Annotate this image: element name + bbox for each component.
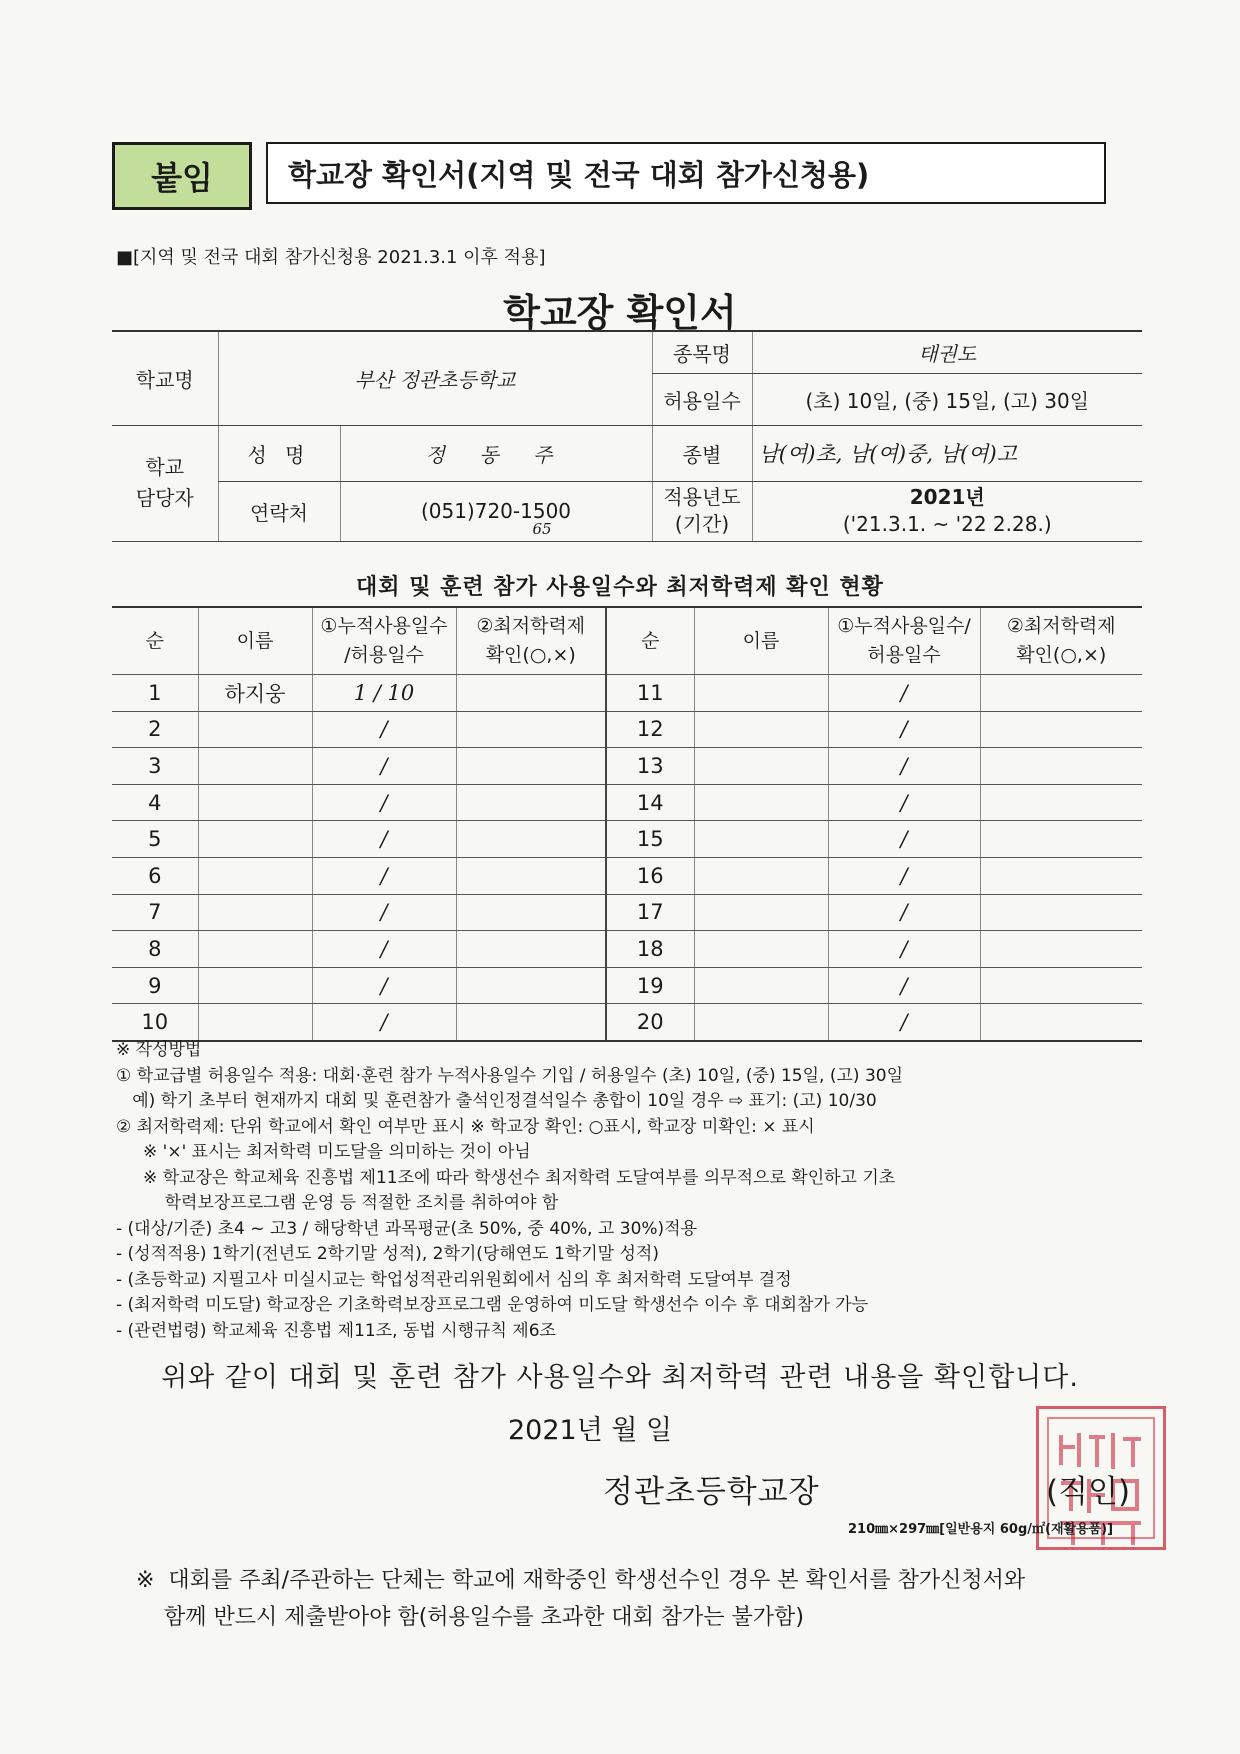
method-line: ※ 학교장은 학교체육 진흥법 제11조에 따라 학생선수 최저학력 도달여부를 의무적으로 확인하고 기초 bbox=[116, 1167, 896, 1188]
method-line: - (성적적용) 1학기(전년도 2학기말 성적), 2학기(당해연도 1학기말 성적) bbox=[116, 1244, 659, 1264]
used-days: / bbox=[312, 711, 456, 748]
method-line: ① 학교급별 허용일수 적용: 대회·훈련 참가 누적사용일수 기입 / 허용일수 (초) 10일, (중) 15일, (고) 30일 bbox=[116, 1065, 904, 1086]
writing-method bbox=[116, 1038, 1140, 1344]
academic-check bbox=[456, 931, 606, 968]
academic-check-right bbox=[980, 675, 1142, 712]
used-days-right: / bbox=[828, 967, 980, 1004]
row-number-right: 17 bbox=[606, 894, 694, 931]
academic-check bbox=[456, 967, 606, 1004]
row-number-right: 14 bbox=[606, 784, 694, 821]
school-name-value: 부산 정관초등학교 bbox=[218, 331, 652, 425]
header-days-line1: ①누적사용일수 bbox=[320, 615, 448, 637]
used-days: / bbox=[312, 931, 456, 968]
table-row bbox=[112, 784, 1142, 821]
method-lines bbox=[116, 1064, 1140, 1345]
row-number-right: 16 bbox=[606, 857, 694, 894]
used-days-right: / bbox=[828, 821, 980, 858]
header-check-line1: ②최저학력제 bbox=[476, 615, 586, 637]
student-name-right bbox=[694, 675, 828, 712]
contact-value: (051)720-1500 bbox=[420, 499, 572, 523]
manager-name-value: 정 동 주 bbox=[340, 425, 652, 481]
year-value-line: 2021년 bbox=[909, 485, 985, 509]
row-number: 1 bbox=[112, 675, 198, 712]
table-row bbox=[112, 931, 1142, 968]
sport-label: 종목명 bbox=[652, 331, 752, 373]
used-days: / bbox=[312, 857, 456, 894]
footer-line-1: ※ 대회를 주최/주관하는 단체는 학교에 재학중인 학생선수인 경우 본 확인서를 참가신청서와 bbox=[136, 1568, 1026, 1593]
academic-check bbox=[456, 857, 606, 894]
student-name bbox=[198, 784, 312, 821]
row-number: 2 bbox=[112, 711, 198, 748]
academic-check-right bbox=[980, 931, 1142, 968]
roster-subtitle: 대회 및 훈련 참가 사용일수와 최저학력제 확인 현황 bbox=[356, 575, 884, 600]
table-row bbox=[112, 821, 1142, 858]
table-row bbox=[112, 711, 1142, 748]
footer-line-2: 함께 반드시 제출받아야 함(허용일수를 초과한 대회 참가는 불가함) bbox=[136, 1605, 804, 1630]
gender-label: 종별 bbox=[652, 425, 752, 481]
document-title: 학교장 확인서 bbox=[503, 291, 737, 335]
student-name-right bbox=[694, 857, 828, 894]
student-name-right bbox=[694, 967, 828, 1004]
used-days: / bbox=[312, 894, 456, 931]
header-name-right: 이름 bbox=[694, 607, 828, 675]
academic-check bbox=[456, 675, 606, 712]
header-no-right: 순 bbox=[606, 607, 694, 675]
academic-check bbox=[456, 1004, 606, 1041]
row-number: 10 bbox=[112, 1004, 198, 1041]
table-row bbox=[112, 1004, 1142, 1041]
row-number-right: 13 bbox=[606, 748, 694, 785]
used-days: / bbox=[312, 748, 456, 785]
period-value-line: ('21.3.1. ~ '22 2.28.) bbox=[842, 512, 1052, 536]
student-name-right bbox=[694, 1004, 828, 1041]
academic-check bbox=[456, 894, 606, 931]
method-line: - (대상/기준) 초4 ~ 고3 / 해당학년 과목평균(초 50%, 중 40%, 고 30%)적용 bbox=[116, 1218, 698, 1239]
academic-check-right bbox=[980, 821, 1142, 858]
row-number-right: 18 bbox=[606, 931, 694, 968]
header-days-line2: /허용일수 bbox=[344, 644, 424, 666]
row-number-right: 12 bbox=[606, 711, 694, 748]
method-line: ② 최저학력제: 단위 학교에서 확인 여부만 표시 ※ 학교장 확인: ○표시, 학교장 미확인: × 표시 bbox=[116, 1116, 815, 1137]
table-row bbox=[112, 967, 1142, 1004]
header-check-right-line1: ②최저학력제 bbox=[1006, 615, 1116, 637]
method-line: 예) 학기 초부터 현재까지 대회 및 훈련참가 출석인정결석일수 총합이 10일 경우 ⇨ 표기: (고) 10/30 bbox=[116, 1091, 877, 1111]
academic-check-right bbox=[980, 857, 1142, 894]
row-number: 3 bbox=[112, 748, 198, 785]
row-number: 8 bbox=[112, 931, 198, 968]
header-check bbox=[456, 607, 606, 675]
used-days: / bbox=[312, 967, 456, 1004]
academic-check-right bbox=[980, 784, 1142, 821]
academic-check bbox=[456, 711, 606, 748]
header-check-right-line2: 확인(○,×) bbox=[1016, 644, 1107, 666]
used-days-right: / bbox=[828, 894, 980, 931]
header-days-right bbox=[828, 607, 980, 675]
sport-value: 태권도 bbox=[752, 331, 1142, 373]
method-line: - (초등학교) 지필고사 미실시교는 학업성적관리위원회에서 심의 후 최저학력 도달여부 결정 bbox=[116, 1269, 792, 1290]
student-name bbox=[198, 1004, 312, 1041]
used-days-right: / bbox=[828, 784, 980, 821]
student-name bbox=[198, 967, 312, 1004]
academic-check-right bbox=[980, 967, 1142, 1004]
academic-check bbox=[456, 748, 606, 785]
academic-check-right bbox=[980, 711, 1142, 748]
form-title-box bbox=[266, 142, 1106, 204]
contact-cell bbox=[340, 481, 652, 541]
row-number: 5 bbox=[112, 821, 198, 858]
gender-value: 남(여)초, 남(여)중, 남(여)고 bbox=[752, 425, 1142, 481]
used-days-right: / bbox=[828, 1004, 980, 1041]
row-number: 4 bbox=[112, 784, 198, 821]
method-line: ※ '×' 표시는 최저학력 미도달을 의미하는 것이 아님 bbox=[116, 1142, 531, 1162]
header-no: 순 bbox=[112, 607, 198, 675]
student-name bbox=[198, 857, 312, 894]
student-name bbox=[198, 894, 312, 931]
header-name: 이름 bbox=[198, 607, 312, 675]
used-days-right: / bbox=[828, 931, 980, 968]
contact-correction: 65 bbox=[532, 519, 552, 538]
academic-check-right bbox=[980, 748, 1142, 785]
used-days-right: / bbox=[828, 748, 980, 785]
paper-spec: 210㎜×297㎜[일반용지 60g/㎡(재활용품)] bbox=[848, 1522, 1114, 1537]
row-number: 9 bbox=[112, 967, 198, 1004]
applicability-note: ■[지역 및 전국 대회 참가신청용 2021.3.1 이후 적용] bbox=[116, 247, 546, 268]
method-line: - (최저학력 미도달) 학교장은 기초학력보장프로그램 운영하여 미도달 학생선수 이수 후 대회참가 가능 bbox=[116, 1295, 869, 1315]
table-row bbox=[112, 675, 1142, 712]
student-name bbox=[198, 711, 312, 748]
manager-label-line1: 학교 bbox=[145, 455, 185, 479]
confirmation-statement: 위와 같이 대회 및 훈련 참가 사용일수와 최저학력 관련 내용을 확인합니다. bbox=[161, 1362, 1079, 1393]
seal-label: (직인) bbox=[1046, 1474, 1131, 1510]
attachment-tag-label: 붙임 bbox=[151, 159, 213, 197]
header-days-right-line1: ①누적사용일수/ bbox=[837, 615, 971, 637]
table-row bbox=[112, 857, 1142, 894]
student-name-right bbox=[694, 784, 828, 821]
header-days-right-line2: 허용일수 bbox=[867, 644, 941, 666]
student-name-right bbox=[694, 711, 828, 748]
student-name-right bbox=[694, 748, 828, 785]
method-line: - (관련법령) 학교체육 진흥법 제11조, 동법 시행규칙 제6조 bbox=[116, 1320, 556, 1341]
year-label-line1: 적용년도 bbox=[663, 485, 741, 509]
manager-label bbox=[112, 425, 218, 541]
year-label-line2: (기간) bbox=[674, 512, 730, 536]
used-days: / bbox=[312, 821, 456, 858]
student-name: 하지웅 bbox=[198, 675, 312, 712]
header-check-right bbox=[980, 607, 1142, 675]
contact-label: 연락처 bbox=[218, 481, 340, 541]
year-value bbox=[752, 481, 1142, 541]
roster-table bbox=[112, 606, 1142, 1042]
table-row bbox=[112, 894, 1142, 931]
method-title: ※ 작성방법 bbox=[116, 1040, 202, 1060]
student-name bbox=[198, 931, 312, 968]
student-name bbox=[198, 748, 312, 785]
allowed-days-value: (초) 10일, (중) 15일, (고) 30일 bbox=[752, 373, 1142, 425]
school-name-label: 학교명 bbox=[112, 331, 218, 425]
footer-note bbox=[136, 1562, 1136, 1636]
year-label bbox=[652, 481, 752, 541]
academic-check bbox=[456, 821, 606, 858]
attachment-tag bbox=[112, 142, 252, 210]
header-days bbox=[312, 607, 456, 675]
manager-name-label: 성 명 bbox=[218, 425, 340, 481]
used-days: / bbox=[312, 1004, 456, 1041]
student-name bbox=[198, 821, 312, 858]
signature-date: 2021년 월 일 bbox=[508, 1415, 673, 1446]
used-days-right: / bbox=[828, 711, 980, 748]
student-name-right bbox=[694, 894, 828, 931]
table-row bbox=[112, 748, 1142, 785]
row-number: 6 bbox=[112, 857, 198, 894]
used-days-right: / bbox=[828, 857, 980, 894]
method-line: 학력보장프로그램 운영 등 적절한 조치를 취하여야 함 bbox=[116, 1193, 559, 1213]
academic-check bbox=[456, 784, 606, 821]
used-days-right: / bbox=[828, 675, 980, 712]
academic-check-right bbox=[980, 894, 1142, 931]
student-name-right bbox=[694, 931, 828, 968]
header-check-line2: 확인(○,×) bbox=[485, 644, 576, 666]
manager-label-line2: 담당자 bbox=[135, 486, 194, 510]
school-principal-signature: 정관초등학교장 bbox=[603, 1474, 820, 1510]
allowed-days-label: 허용일수 bbox=[652, 373, 752, 425]
used-days: 1 / 10 bbox=[312, 675, 456, 712]
info-table bbox=[112, 330, 1142, 542]
row-number-right: 19 bbox=[606, 967, 694, 1004]
academic-check-right bbox=[980, 1004, 1142, 1041]
student-name-right bbox=[694, 821, 828, 858]
used-days: / bbox=[312, 784, 456, 821]
row-number-right: 11 bbox=[606, 675, 694, 712]
row-number: 7 bbox=[112, 894, 198, 931]
row-number-right: 20 bbox=[606, 1004, 694, 1041]
row-number-right: 15 bbox=[606, 821, 694, 858]
form-title: 학교장 확인서(지역 및 전국 대회 참가신청용) bbox=[288, 157, 870, 192]
